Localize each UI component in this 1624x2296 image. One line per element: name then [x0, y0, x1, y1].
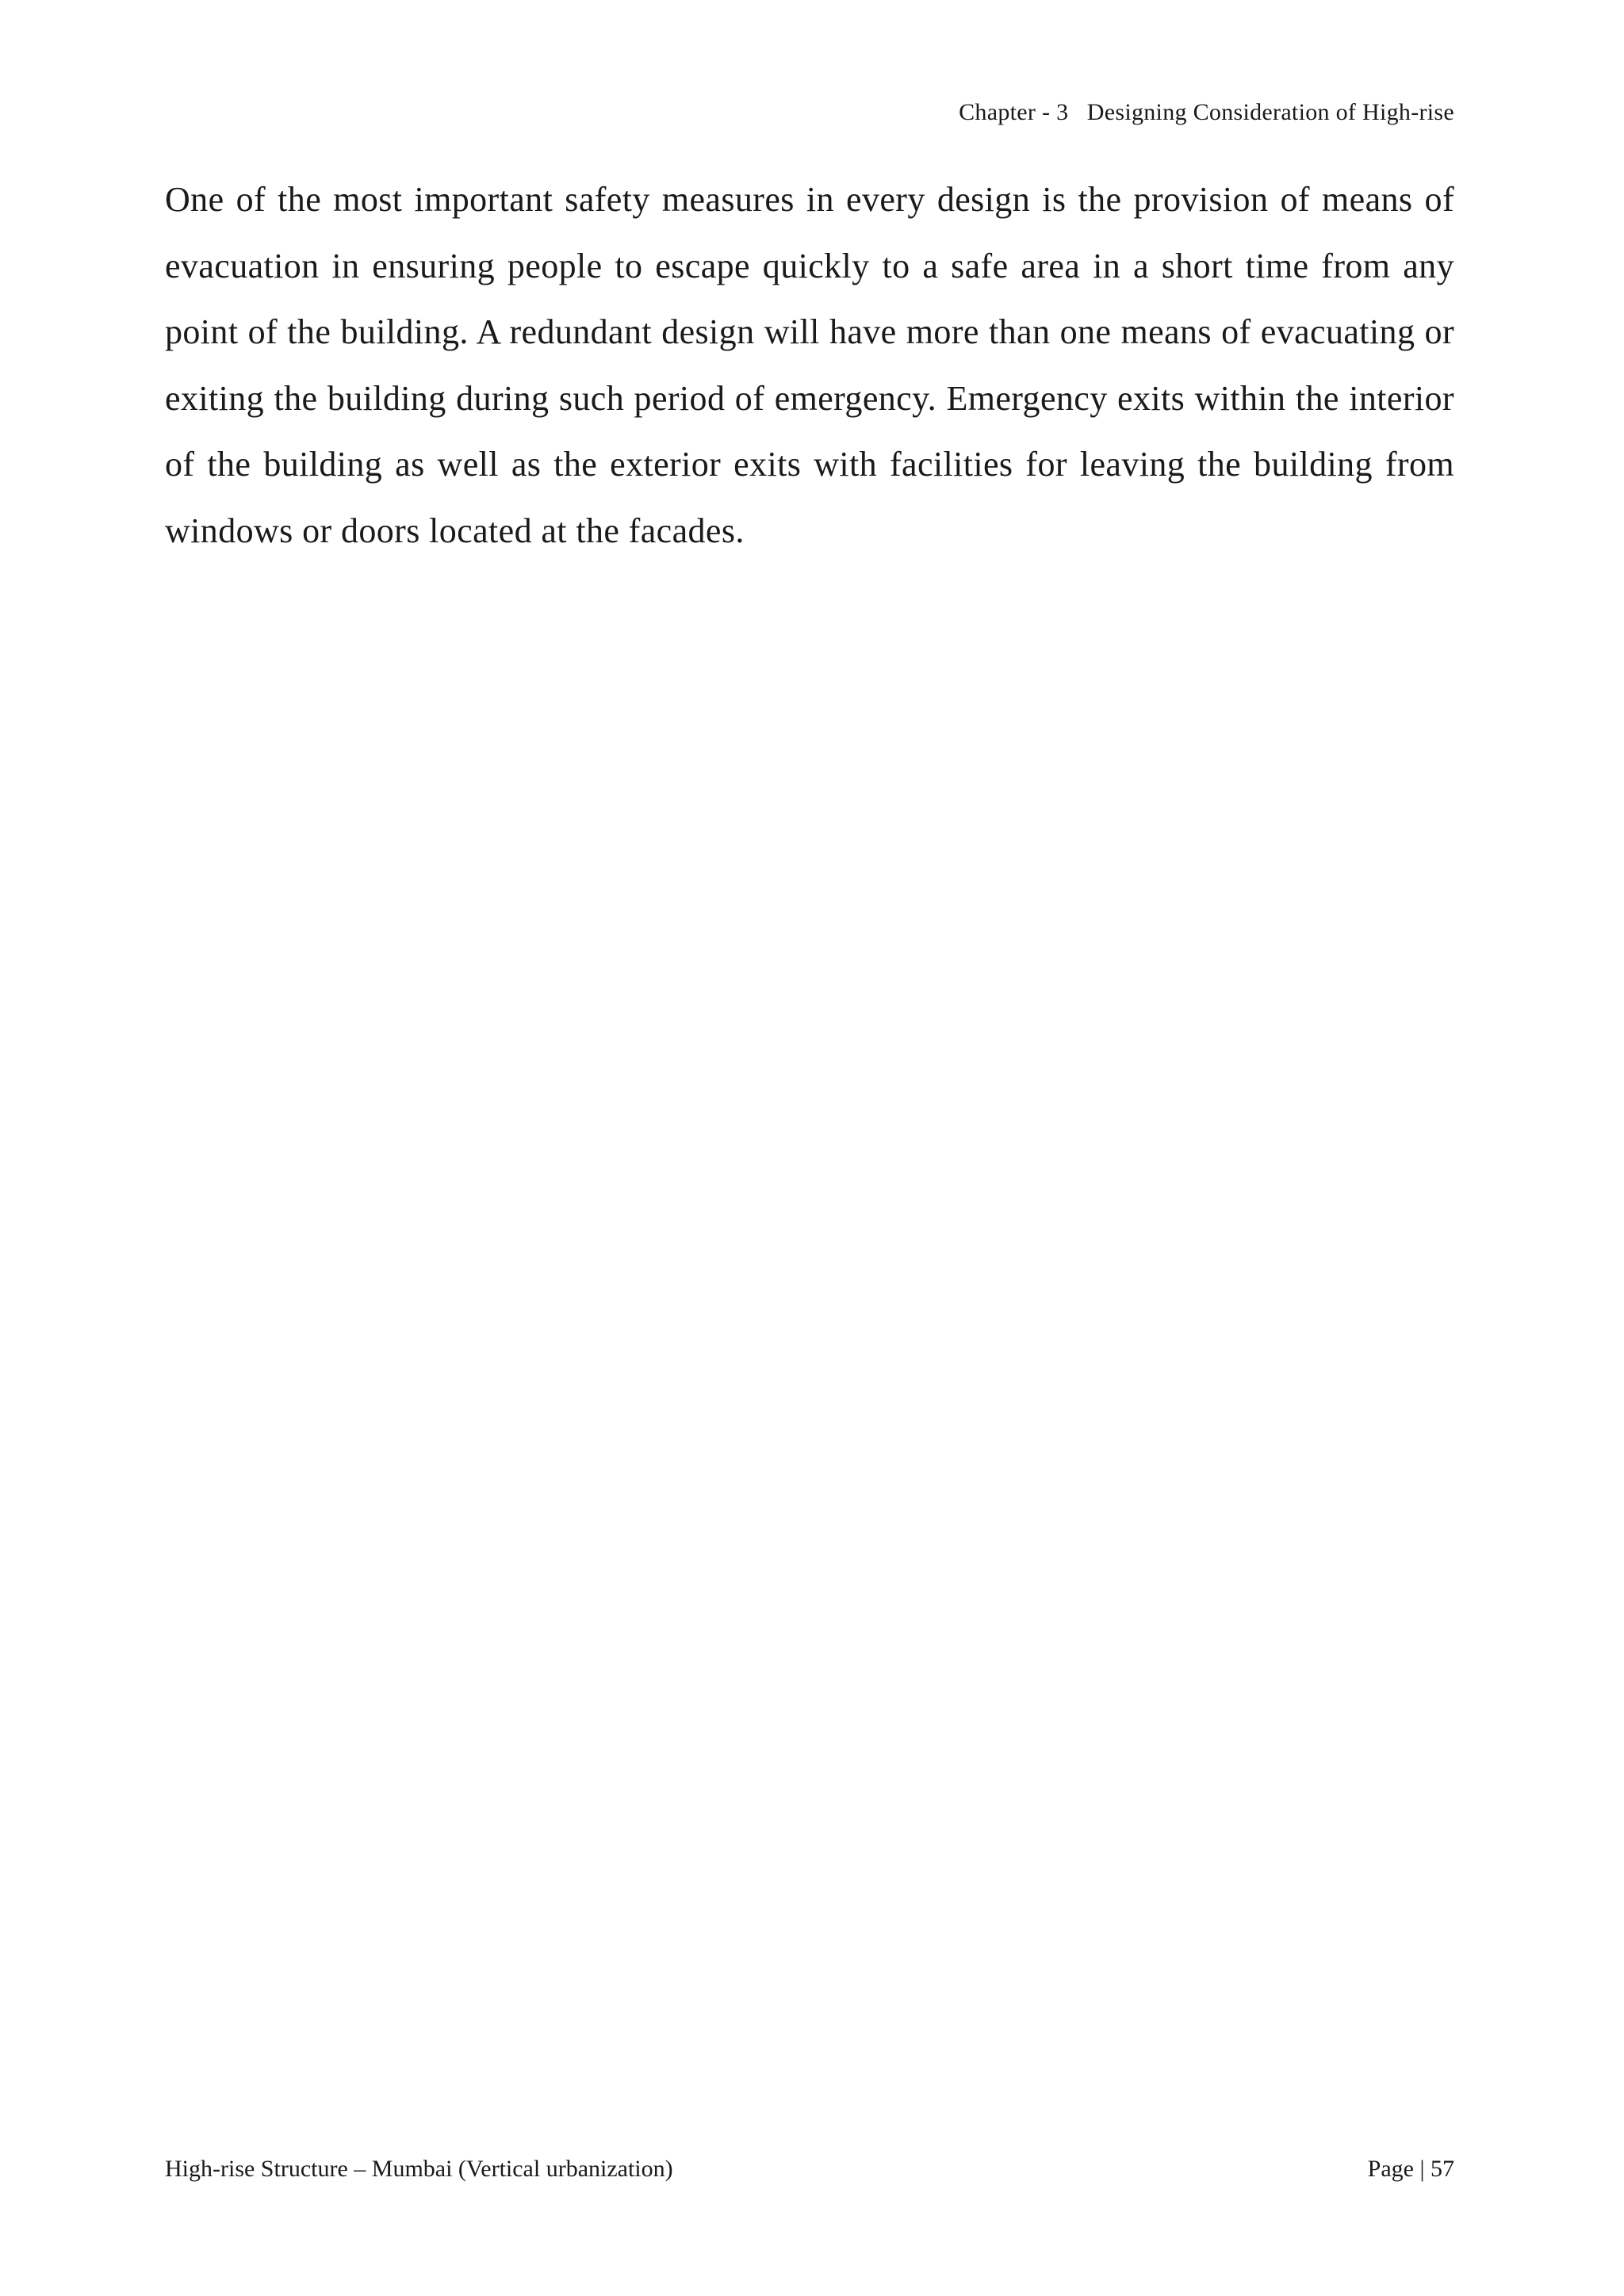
- running-header: Chapter - 3 Designing Consideration of High-rise: [959, 99, 1454, 125]
- page-footer: [165, 2153, 1454, 2185]
- footer-page-number: Page | 57: [1367, 2156, 1454, 2182]
- body-paragraph: One of the most important safety measures in every design is the provision of means of evacuation in ensuring people to escape quickly to a safe area in a short time from any point of the building. A redundant design will have more than one means of evacuating or exiting the building during such period of emergency. Emergency exits within the interior of the building as well as the exterior exits with facilities for leaving the building from windows or doors located at the facades.: [165, 180, 1454, 550]
- footer-document-title: High-rise Structure – Mumbai (Vertical urbanization): [165, 2156, 673, 2182]
